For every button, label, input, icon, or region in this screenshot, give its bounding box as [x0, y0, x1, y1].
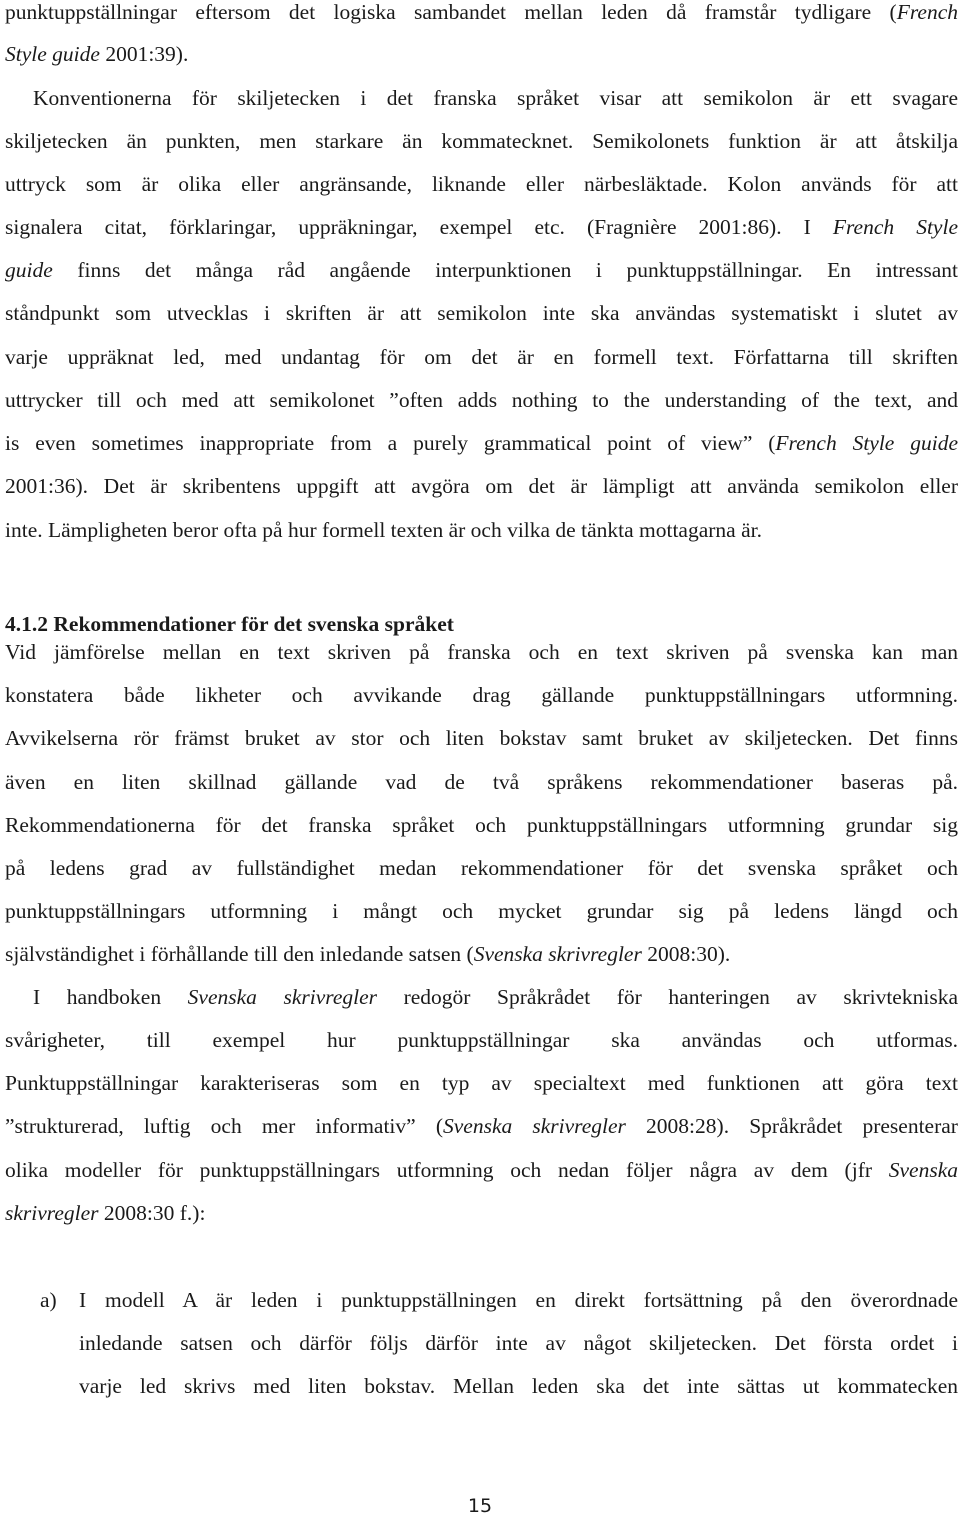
text-run: 2008:30 f.): [98, 1201, 206, 1225]
italic-title: guide [5, 258, 53, 282]
text-line [5, 127, 958, 155]
text-run: uttrycker till och med att semikolonet ”often adds nothing to the understanding of the text, and [5, 388, 958, 412]
text-line [5, 40, 958, 68]
text-line [5, 256, 958, 284]
text-run: 2008:28). Språkrådet presenterar [625, 1114, 958, 1138]
text-run: Avvikelserna rör främst bruket av stor och liten bokstav samt bruket av skiljetecken. Det finns [5, 726, 958, 750]
text-run: I modell A är leden i punktuppställningen en direkt fortsättning på den överordnade [79, 1288, 958, 1312]
text-line [5, 429, 958, 457]
italic-title: Svenska skrivregler [187, 985, 378, 1009]
text-run: varje led skrivs med liten bokstav. Mellan leden ska det inte sättas ut kommatecken [79, 1374, 958, 1398]
text-line [5, 0, 958, 26]
text-line [5, 681, 958, 709]
section-heading: 4.1.2 Rekommendationer för det svenska språket [5, 612, 454, 636]
text-line [5, 299, 958, 327]
text-line [5, 516, 958, 544]
text-line [5, 854, 958, 882]
text-run: Rekommendationerna för det franska språket och punktuppställningars utformning grundar sig [5, 813, 958, 837]
text-line [5, 170, 958, 198]
text-line [5, 472, 958, 500]
italic-title: skrivregler [5, 1201, 99, 1225]
text-line [5, 768, 958, 796]
text-line [5, 1199, 958, 1227]
text-line [33, 84, 958, 112]
text-run: skiljetecken än punkten, men starkare än kommatecknet. Semikolonets funktion är att åtskilja [5, 129, 958, 153]
text-run: självständighet i förhållande till den inledande satsen ( [5, 942, 474, 966]
text-line [5, 343, 958, 371]
italic-title: Svenska [888, 1158, 958, 1182]
text-line [79, 1286, 958, 1314]
text-run: svårigheter, till exempel hur punktuppställningar ska användas och utformas. [5, 1028, 958, 1052]
text-run: uttryck som är olika eller angränsande, liknande eller närbesläktade. Kolon används för att [5, 172, 958, 196]
text-run: 2001:36). Det är skribentens uppgift att avgöra om det är lämpligt att använda semikolon eller [5, 474, 958, 498]
text-run: is even sometimes inappropriate from a purely grammatical point of view” ( [5, 431, 776, 455]
italic-title: French Style [832, 215, 958, 239]
text-run: även en liten skillnad gällande vad de två språkens rekommendationer baseras på. [5, 770, 958, 794]
text-run: signalera citat, förklaringar, uppräkningar, exempel etc. (Fragnière 2001:86). I [5, 215, 833, 239]
italic-title: Style guide [5, 42, 100, 66]
text-run: olika modeller för punktuppställningars utformning och nedan följer några av dem (jfr [5, 1158, 889, 1182]
text-run: Konventionerna för skiljetecken i det franska språket visar att semikolon är ett svagare [33, 86, 958, 110]
text-line [5, 1069, 958, 1097]
text-run: punktuppställningars utformning i mångt och mycket grundar sig på ledens längd och [5, 899, 958, 923]
text-run: ståndpunkt som utvecklas i skriften är att semikolon inte ska användas systematiskt i slutet av [5, 301, 958, 325]
text-line [5, 940, 958, 968]
text-line [5, 724, 958, 752]
text-line [33, 983, 958, 1011]
text-run: 2008:30). [641, 942, 731, 966]
italic-title: Svenska skrivregler [473, 942, 642, 966]
text-run: finns det många råd angående interpunktionen i punktuppställningar. En intressant [52, 258, 958, 282]
text-run: Punktuppställningar karakteriseras som en typ av specialtext med funktionen att göra text [5, 1071, 958, 1095]
text-run: inledande satsen och därför följs därför inte av något skiljetecken. Det första ordet i [79, 1331, 958, 1355]
text-line [5, 213, 958, 241]
text-run: punktuppställningar eftersom det logiska sambandet mellan leden då framstår tydligare ( [5, 0, 897, 24]
text-line [5, 1026, 958, 1054]
text-run: konstatera både likheter och avvikande drag gällande punktuppställningars utformning. [5, 683, 958, 707]
text-line [79, 1372, 958, 1400]
text-run: Vid jämförelse mellan en text skriven på franska och en text skriven på svenska kan man [5, 640, 958, 664]
text-line [5, 1156, 958, 1184]
text-run: ”strukturerad, luftig och mer informativ” ( [5, 1114, 443, 1138]
text-run: varje uppräknat led, med undantag för om det är en formell text. Författarna till skriften [5, 345, 958, 369]
text-run: I handboken [33, 985, 188, 1009]
text-line [5, 386, 958, 414]
text-line [79, 1329, 958, 1357]
text-line [5, 638, 958, 666]
italic-title: French Style guide [775, 431, 958, 455]
italic-title: Svenska skrivregler [443, 1114, 626, 1138]
text-run: 2001:39). [99, 42, 189, 66]
text-run: på ledens grad av fullständighet medan rekommendationer för det svenska språket och [5, 856, 958, 880]
text-run: inte. Lämpligheten beror ofta på hur formell texten är och vilka de tänkta mottagarna är. [5, 518, 762, 542]
italic-title: French [896, 0, 958, 24]
text-line [5, 811, 958, 839]
text-run: redogör Språkrådet för hanteringen av skrivtekniska [377, 985, 958, 1009]
text-line [5, 1112, 958, 1140]
list-marker: a) [40, 1288, 57, 1312]
text-line [5, 897, 958, 925]
page-number: 15 [467, 1495, 493, 1517]
